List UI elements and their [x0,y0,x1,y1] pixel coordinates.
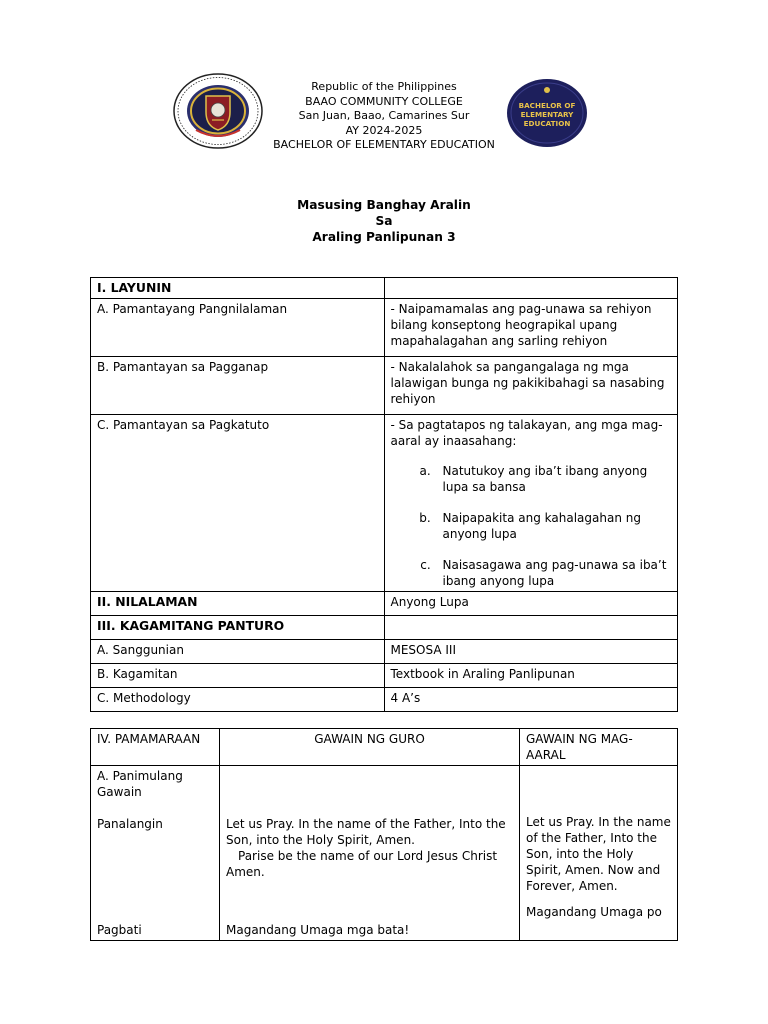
table-row [91,640,678,664]
table-row [91,299,678,357]
sanggunian-label: A. Sanggunian [91,640,385,664]
pagbati-guro-text: Magandang Umaga mga bata! [226,923,410,937]
methodology-value: 4 A’s [384,688,678,712]
header-line-address: San Juan, Baao, Camarines Sur [298,109,470,123]
panalangin-guro-text-2: Parise be the name of our Lord Jesus Christ Amen. [226,849,498,879]
kagamitan-value: Textbook in Araling Panlipunan [384,664,678,688]
table-row [91,664,678,688]
panalangin-label: Panalangin [97,817,163,831]
row-a-value: - Naipamamalas ang pag-unawa sa rehiyon bilang konseptong heograpikal upang mapahalagahan ang sarling rehiyon [384,299,678,357]
row-b-label: B. Pamantayan sa Pagganap [91,357,385,415]
table-row [91,278,678,299]
kagamitang-empty-cell [384,616,678,640]
procedure-table [90,728,678,941]
pamamaraan-header: IV. PAMAMARAAN [91,729,220,766]
nilalaman-label: II. NILALAMAN [91,592,385,616]
objectives-list [391,463,672,589]
row-b-value: - Nakalalahok sa pangangalaga ng mga lalawigan bunga ng pakikibahagi sa nasabing rehiyon [384,357,678,415]
table-row [91,592,678,616]
row-c-label: C. Pamantayan sa Pagkatuto [91,415,385,592]
table-row [91,415,678,592]
nilalaman-value: Anyong Lupa [384,592,678,616]
panimulang-gawain-label: A. Panimulang Gawain [97,769,183,799]
institution-header-text [254,80,514,153]
header-line-program: BACHELOR OF ELEMENTARY EDUCATION [273,138,495,152]
layunin-header: I. LAYUNIN [91,278,385,299]
pagbati-label: Pagbati [97,923,142,937]
layunin-empty-cell [384,278,678,299]
header-line-school-year: AY 2024-2025 [345,123,423,137]
kagamitan-label: B. Kagamitan [91,664,385,688]
title-line-3: Araling Panlipunan 3 [312,230,456,244]
panalangin-guro-text: Let us Pray. In the name of the Father, Into the Son, into the Holy Spirit, Amen. [226,817,506,847]
methodology-label: C. Methodology [91,688,385,712]
program-logo [506,78,588,148]
document-header [0,0,768,170]
list-item: c. Naisasagawa ang pag-unawa sa iba’t ibang anyong lupa [435,557,672,589]
table-row [91,688,678,712]
sanggunian-value: MESOSA III [384,640,678,664]
svg-text:ELEMENTARY: ELEMENTARY [520,110,574,119]
svg-text:EDUCATION: EDUCATION [523,119,571,128]
row-c-value [384,415,678,592]
kagamitang-label: III. KAGAMITANG PANTURO [91,616,385,640]
title-line-1: Masusing Banghay Aralin [297,198,471,212]
lesson-plan-title [0,197,768,245]
svg-text:BACHELOR OF: BACHELOR OF [518,101,576,110]
pagbati-mag-aaral-text: Magandang Umaga po [526,905,662,919]
row-a-label: A. Pamantayang Pangnilalaman [91,299,385,357]
header-line-college: BAAO COMMUNITY COLLEGE [305,94,463,108]
table-row [91,766,678,941]
mag-aaral-activity-cell [520,766,678,941]
gawain-mag-aaral-header: GAWAIN NG MAG-AARAL [520,729,678,766]
list-item: a. Natutukoy ang iba’t ibang anyong lupa sa bansa [435,463,672,495]
table-row [91,729,678,766]
table-row [91,357,678,415]
panalangin-mag-aaral-text: Let us Pray. In the name of the Father, Into the Son, into the Holy Spirit, Amen. Now and Forever, Amen. [526,815,671,893]
gawain-guro-header: GAWAIN NG GURO [220,729,520,766]
title-line-2: Sa [375,214,393,228]
objectives-table [90,277,678,712]
header-line-republic: Republic of the Philippines [311,80,457,93]
college-seal-logo [172,72,264,150]
procedure-steps-cell [91,766,220,941]
table-row [91,616,678,640]
list-item: b. Naipapakita ang kahalagahan ng anyong lupa [435,510,672,542]
guro-activity-cell [220,766,520,941]
row-c-intro: - Sa pagtatapos ng talakayan, ang mga mag-aaral ay inaasahang: [390,418,663,448]
